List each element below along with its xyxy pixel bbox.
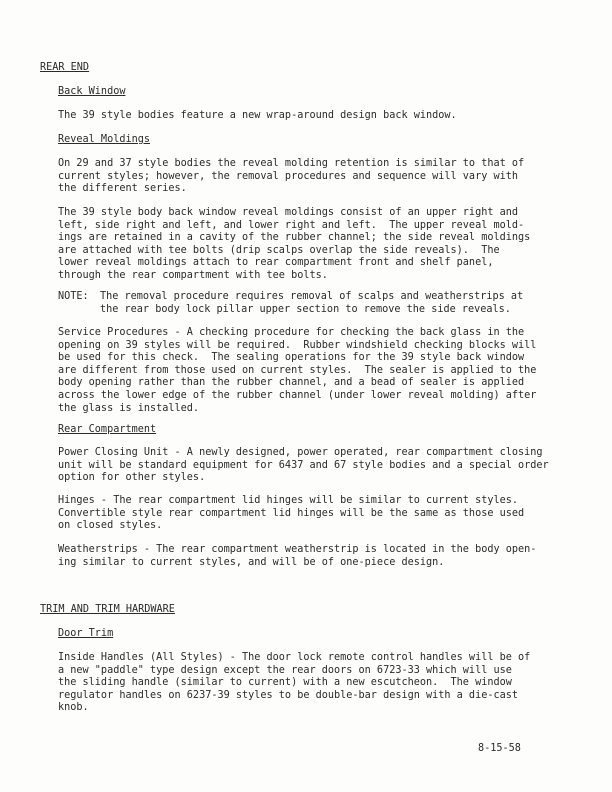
power-closing-unit-paragraph: Power Closing Unit - A newly designed, power operated, rear compartment closing unit will be standard equipment for 6437 and 67 style bodies and a special order option for other styles. <box>58 447 549 484</box>
reveal-moldings-paragraph-2: The 39 style body back window reveal moldings consist of an upper right and left, side right and left, and lower right and left. The upper reveal mold- ings are retained in a cavity of the rubber channel; the side reveal moldings are attached with tee bolts (drip scalps overlap the side reveals). The lower reveal moldings attach to rear compartment front and shelf panel, through the rear compartment with tee bolts. <box>58 207 531 281</box>
heading-trim-and-trim-hardware: TRIM AND TRIM HARDWARE <box>40 604 175 615</box>
heading-rear-compartment: Rear Compartment <box>58 424 157 435</box>
hinges-paragraph: Hinges - The rear compartment lid hinges will be similar to current styles. Convertible style rear compartment lid hinges will be the same as those used on closed styles. <box>58 495 525 532</box>
reveal-moldings-paragraph-1: On 29 and 37 style bodies the reveal molding retention is similar to that of current styles; however, the removal procedures and sequence will vary with the different series. <box>58 158 525 195</box>
service-procedures-paragraph: Service Procedures - A checking procedure for checking the back glass in the opening on 39 styles will be required. Rubber windshield checking blocks will be used for this check. The sealing operations for the 39 style back window are different from those used on current styles. The sealer is applied to the body opening rather than the rubber channel, and a bead of sealer is applied across the lower edge of the rubber channel (under lower reveal molding) after the glass is installed. <box>58 327 537 414</box>
back-window-text: The 39 style bodies feature a new wrap-around design back window. <box>58 110 457 121</box>
heading-rear-end: REAR END <box>40 62 90 73</box>
heading-reveal-moldings: Reveal Moldings <box>58 134 151 145</box>
note-label: NOTE: <box>58 291 89 302</box>
heading-back-window: Back Window <box>58 86 126 97</box>
page-date: 8-15-58 <box>478 743 521 754</box>
inside-handles-paragraph: Inside Handles (All Styles) - The door lock remote control handles will be of a new "paddle" type design except the rear doors on 6723-33 which will use the sliding handle (similar to current) with a new escutcheon. The window regulator handles on 6237-39 styles to be double-bar design with a die-cast knob. <box>58 652 531 714</box>
heading-door-trim: Door Trim <box>58 628 114 639</box>
note-text: The removal procedure requires removal of scalps and weatherstrips at the rear body lock pillar upper section to remove the side reveals. <box>100 291 524 315</box>
weatherstrips-paragraph: Weatherstrips - The rear compartment weatherstrip is located in the body open- ing similar to current styles, and will be of one-piece design. <box>58 544 537 568</box>
